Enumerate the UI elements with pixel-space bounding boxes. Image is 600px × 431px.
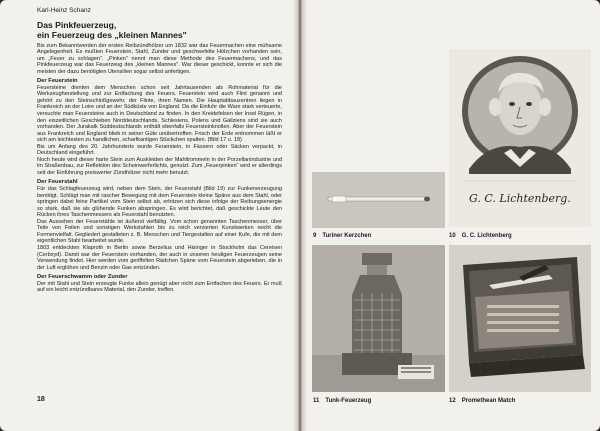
figure-caption — [313, 233, 371, 239]
paragraph: Feuersteine dienten dem Menschen schon seit Jahrtausenden als Rohmaterial für die Werkzeugherstellung und zur Entfachung des Feuers. Feuerstein wird auch Flint genannt und gehört zu den Steinschloßgewehr, der Flinte, ihren Namen. Die Hauptabbauzentren liegen in Frankreich an der Loire und an der Südküste von England. Da die Einfuhr die Ware stark verteuerte, versuchte man Feuersteine auch in Deutschland zu finden. In den Kreidefelsen der Insel Rügen, in den eiszeitlichen Geschieben Norddeutschlands, Schlesiens, Polens und Galiziens sind sie auch vorhanden. Der Jurakalk Süddeutschlands enthält ebenfalls Feuersteinknollen. Aber der Feuerstein aus Frankreich und England blieb in seiner Güte unübertroffen. Frisch der Erde entnommen läßt er sich am leichtesten zu handlichen, scharfkantigen Stückchen spalten. (Bild 17 u. 18) — [37, 84, 282, 144]
figure-number: 9 — [313, 233, 317, 239]
figure-caption — [313, 398, 371, 404]
intro-paragraph: Bis zum Bekanntwerden der ersten Reibzündhölzer um 1832 war das Feuermachen eine mühsame Angelegenheit. Es mußten Feuerstein, Stahl, Zunder und geschwefelte Hölzchen vorhanden sein, um „Feuer zu schlagen". „Pinken" nennt man diese Methode des Feuermachens, und das Pinkfeuerzeug war das Feuerzeug des „kleinen Mannes". War dieser geschickt, konnte er sich die meisten der dazu benötigten Utensilien sogar selbst anfertigen. — [37, 42, 282, 75]
box-illustration — [449, 245, 591, 392]
figure-turiner-kerzchen — [312, 172, 445, 228]
figure-caption-text: Tunk-Feuerzeug — [325, 398, 372, 404]
match-stick-illustration — [312, 172, 445, 228]
figure-caption-text: Turiner Kerzchen — [322, 233, 372, 239]
left-page — [0, 0, 297, 431]
figure-number: 10 — [449, 233, 456, 239]
figure-promethean-match — [449, 245, 591, 392]
subheading-feuerstahl: Der Feuerstahl — [37, 179, 78, 186]
paragraph: Bis um Anfang des 20. Jahrhunderts wurde Feuerstein, in Fässern oder Säcken verpackt, in Deutschland eingeführt. — [37, 143, 282, 157]
book-gutter — [293, 0, 307, 431]
figure-caption-text: G. C. Lichtenberg — [461, 233, 512, 239]
signature: G. C. Lichtenberg. — [469, 192, 571, 205]
figure-caption — [449, 398, 515, 404]
title-line-2: ein Feuerzeug des „kleinen Mannes" — [37, 29, 187, 40]
bottle-illustration — [312, 245, 445, 392]
figure-caption — [449, 233, 512, 239]
figure-tunk-feuerzeug — [312, 245, 445, 392]
paragraph: Das Aussehen der Feuerstähle ist äußerst vielfältig. Vom schon genannten Taschenmesser, über Teile von Feilen und sonstigen Werkstahlen bis zu reich verzierten Kunstwerken reicht die Formenvielfalt. Gegliedert gestalteten z. B. Menschen und Tiergestalten auf einer Kufe, die mit dem eigentlichen Stahl bearbeitet wurde. — [37, 218, 282, 245]
figure-caption-text: Promethean Match — [461, 398, 516, 404]
right-page — [303, 0, 600, 431]
article-title — [37, 20, 282, 40]
title-line-1: Das Pinkfeuerzeug, — [37, 19, 117, 30]
figure-lichtenberg-portrait — [449, 49, 591, 227]
subheading-feuerstein: Der Feuerstein — [37, 78, 78, 85]
author: Karl-Heinz Schanz — [37, 7, 91, 14]
paragraph: Für das Schlagfeuerzeug wird, neben dem Stein, der Feuerstahl (Bild 19) zur Funkenerzeugung benötigt. Schlägt man mit rascher Bewegung mit dem Feuerstein kleine Späne aus dem Stahl, oder springen dabei feine Partikel vom Stein selbst ab, erhitzen sich diese infolge der Reibungsenergie so stark, daß sie als glühende Funken abspringen. Es wird berichtet, daß geschickte Leute den Rücken ihres Taschenmessers als Feuerstahl benutzten. — [37, 186, 282, 219]
page-number: 18 — [37, 396, 45, 403]
paragraph: Noch heute wird dieser harte Stein zum Auskleiden der Mahltrommeln in der Porzellanindustrie und im Straßenbau, zur Reflektion des Scheinwerferlichts, genutzt. Zum „Feuerpinken" wird er allerdings seit der Einführung preiswerter Zündhölzer nicht mehr benutzt. — [37, 156, 282, 176]
figure-number: 11 — [313, 398, 320, 404]
paragraph: Der mit Stahl und Stein erzeugte Funke allein genügt aber nicht zum Entfachen des Feuers. Er muß auf ein leicht entzündbares Material, den Zunder, treffen. — [37, 280, 282, 294]
subheading-zunder: Der Feuerschwamm oder Zunder — [37, 274, 128, 281]
figure-number: 12 — [449, 398, 456, 404]
text-column — [37, 8, 282, 294]
paragraph: 1803 entdeckten Klaproth in Berlin sowie Berzelius und Hisinger in Stockholm das Cereisen (Cerbxyd). Damit war der Feuerstein vorhanden, der auch in unseren heutigen Feuerzeugen seine Verwendung findet. Hier werden vom geriffelten Rädchen Späne vom Feuerstein abgerieben, die in der Luft erglühen und Benzin oder Gas entzünden. — [37, 244, 282, 271]
